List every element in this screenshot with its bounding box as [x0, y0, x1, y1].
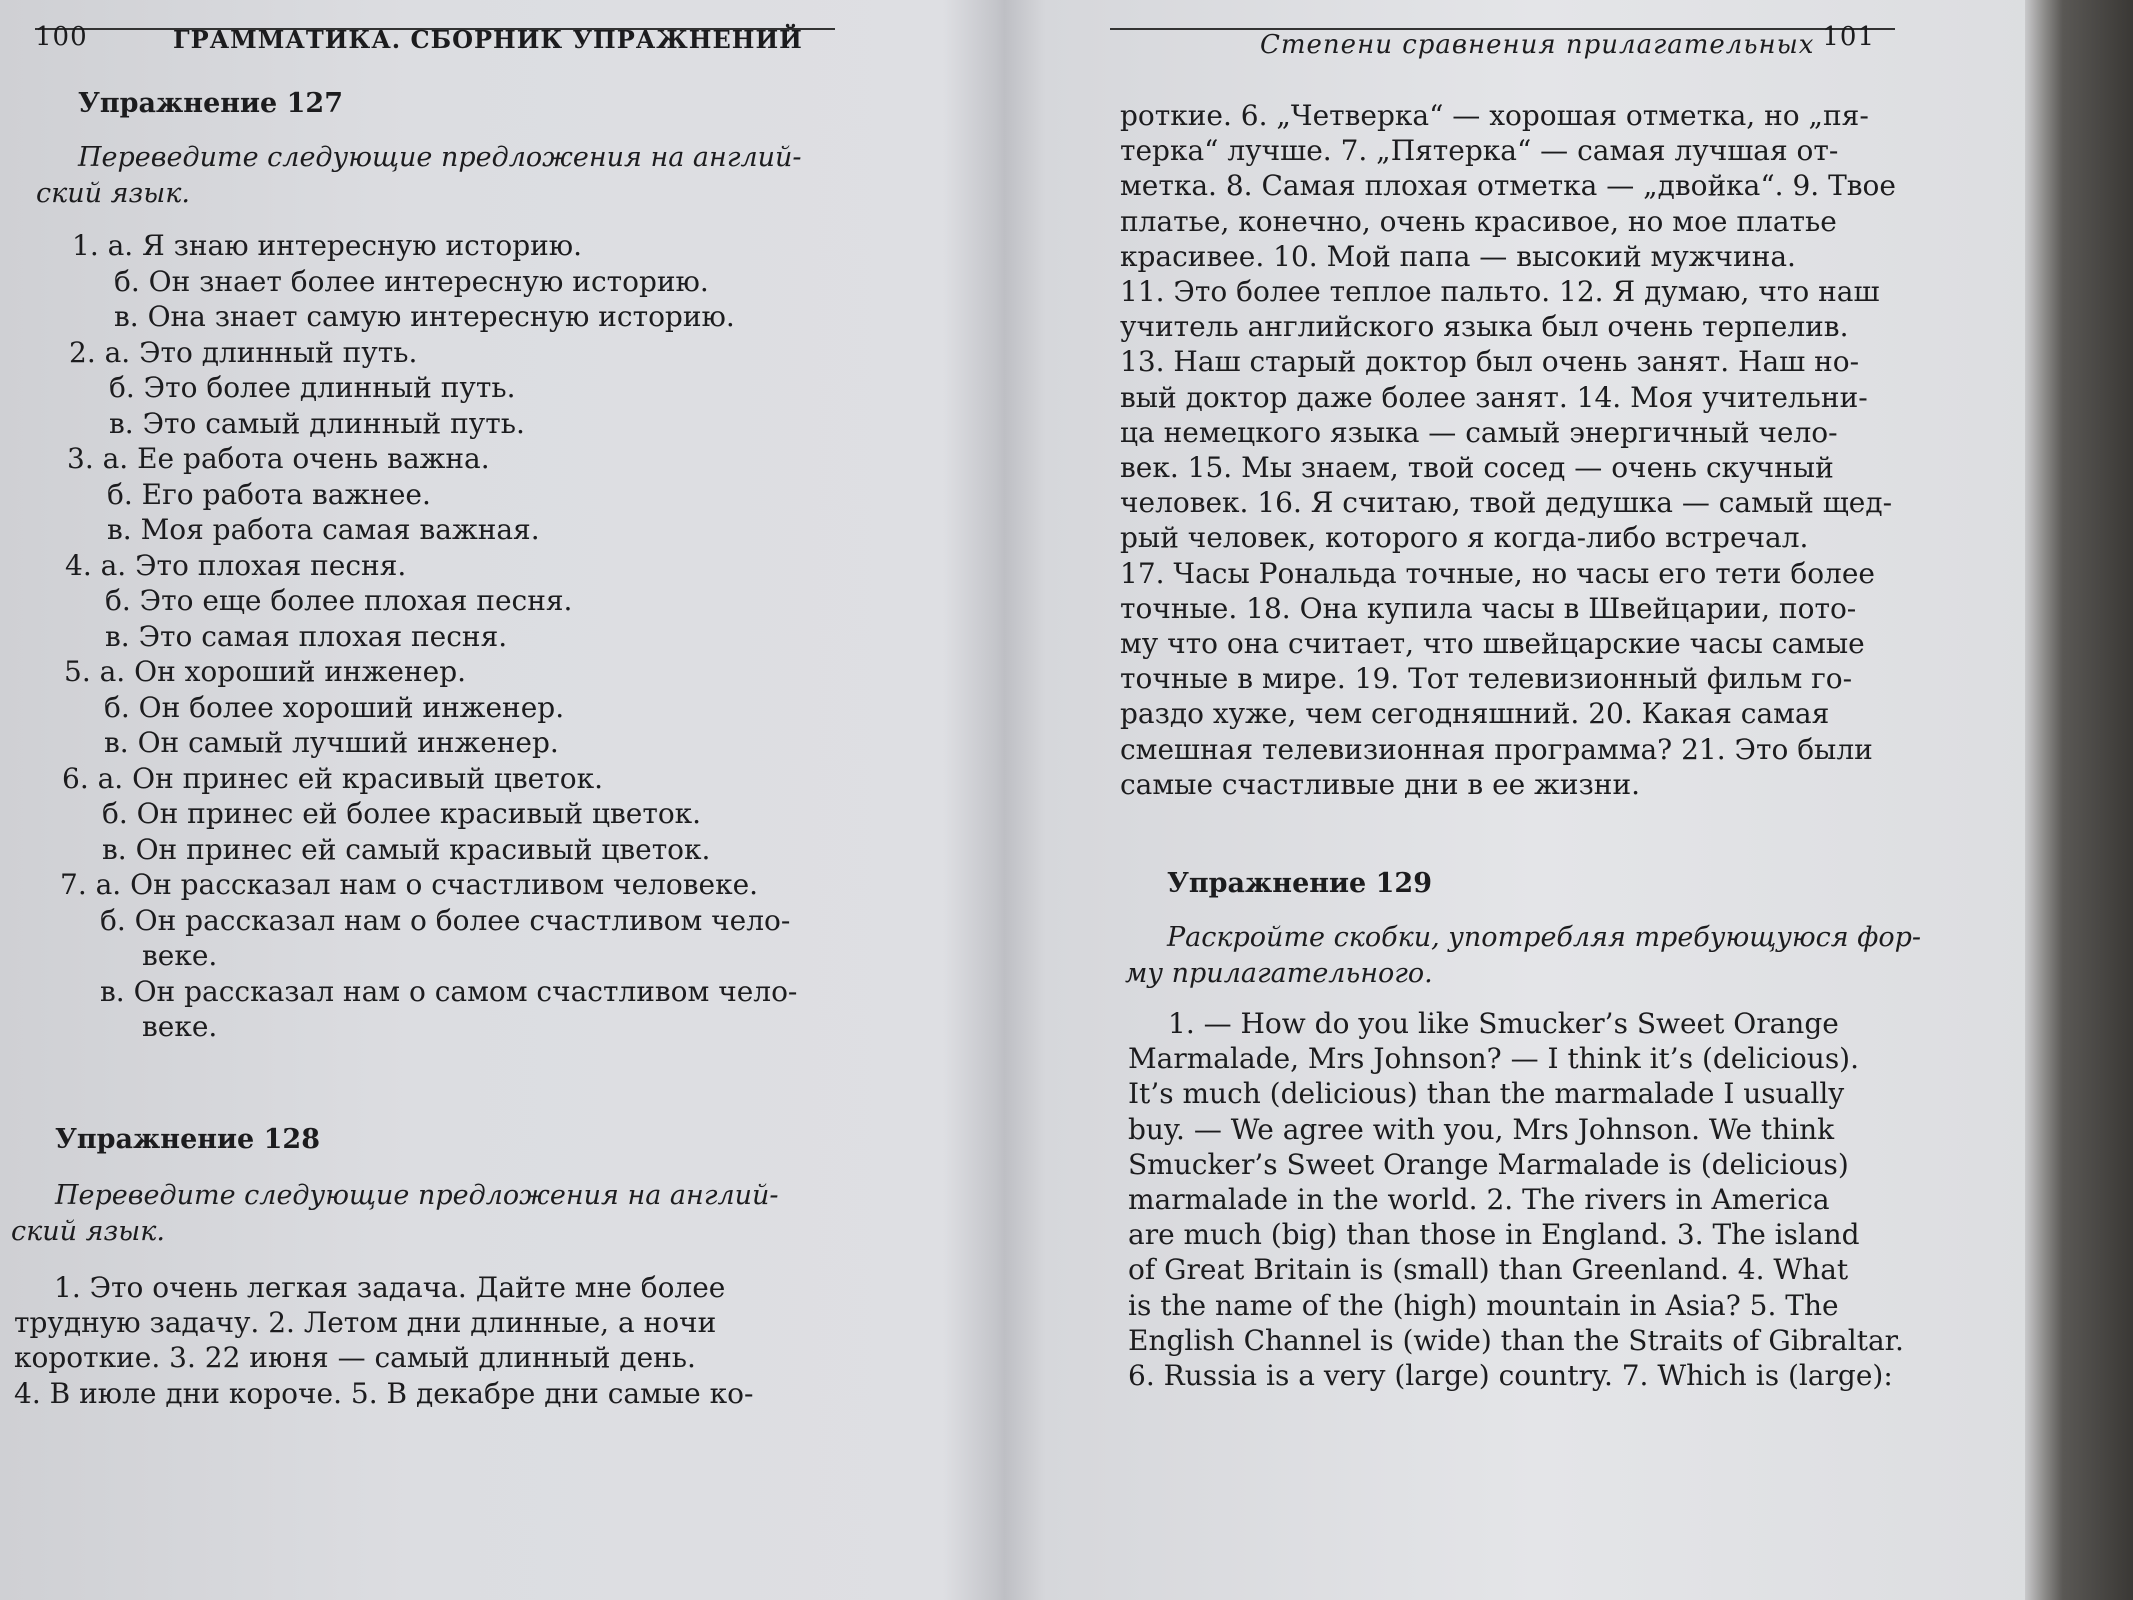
text-line: are much (big) than those in England. 3. The island	[1128, 1218, 1860, 1252]
list-item: в. Он рассказал нам о самом счастливом чело-	[100, 974, 798, 1008]
left-running-title: ГРАММАТИКА. СБОРНИК УПРАЖНЕНИЙ	[173, 25, 803, 54]
text-line: рый человек, которого я когда-либо встречал.	[1120, 521, 1809, 555]
list-item: б. Он знает более интересную историю.	[114, 264, 709, 298]
text-line: точные в мире. 19. Тот телевизионный фильм го-	[1120, 662, 1853, 696]
exercise-127-list	[60, 228, 798, 1045]
list-item: б. Он рассказал нам о более счастливом чело-	[100, 903, 791, 937]
text-line: смешная телевизионная программа? 21. Это были	[1120, 732, 1873, 766]
list-item: 1. а. Я знаю интересную историю.	[72, 229, 583, 262]
text-line: 6. Russia is a very (large) country. 7. Which is (large):	[1128, 1359, 1893, 1393]
exercise-128-instruction	[11, 1178, 915, 1250]
exercise-129-text	[1128, 1006, 1904, 1393]
list-item: б. Это более длинный путь.	[109, 371, 516, 404]
instruction-line: Раскройте скобки, употребляя требующуюся фор-	[1167, 922, 1922, 953]
text-line: платье, конечно, очень красивое, но мое платье	[1120, 204, 1837, 238]
list-item: в. Это самый длинный путь.	[109, 406, 525, 440]
right-running-head	[1110, 22, 1895, 60]
list-item: 6. а. Он принес ей красивый цветок.	[62, 761, 603, 795]
list-item: веке.	[142, 1010, 218, 1043]
list-item: б. Он более хороший инженер.	[104, 690, 565, 724]
exercise-128-continued	[1120, 98, 1896, 802]
text-line: му что она считает, что швейцарские часы самые	[1120, 627, 1865, 661]
text-line: учитель английского языка был очень терпелив.	[1120, 310, 1849, 344]
list-item: б. Его работа важнее.	[107, 477, 431, 511]
text-line: самые счастливые дни в ее жизни.	[1120, 767, 1641, 801]
instruction-line: Переведите следующие предложения на англий-	[78, 142, 802, 173]
list-item: 4. а. Это плохая песня.	[65, 548, 407, 582]
text-line: раздо хуже, чем сегодняшний. 20. Какая самая	[1120, 697, 1830, 731]
instruction-line: ский язык.	[36, 178, 190, 209]
list-item: 7. а. Он рассказал нам о счастливом человеке.	[60, 868, 759, 901]
list-item: в. Он принес ей самый красивый цветок.	[102, 832, 711, 866]
page-edge-shadow	[2025, 0, 2133, 1600]
list-item: 2. а. Это длинный путь.	[69, 335, 418, 369]
text-line: of Great Britain is (small) than Greenland. 4. What	[1128, 1253, 1849, 1287]
list-item: в. Он самый лучший инженер.	[104, 726, 559, 759]
instruction-line: Переведите следующие предложения на англий-	[55, 1180, 779, 1211]
text-line: трудную задачу. 2. Летом дни длинные, а ночи	[14, 1306, 717, 1340]
exercise-128-title: Упражнение 128	[55, 1124, 320, 1155]
text-line: is the name of the (high) mountain in Asia? 5. The	[1128, 1288, 1839, 1322]
text-line: 11. Это более теплое пальто. 12. Я думаю, что наш	[1120, 275, 1880, 309]
text-line: buy. — We agree with you, Mrs Johnson. We think	[1128, 1112, 1835, 1146]
text-line: красивее. 10. Мой папа — высокий мужчина.	[1120, 239, 1796, 273]
list-item: 5. а. Он хороший инженер.	[64, 655, 467, 688]
exercise-129	[1167, 868, 1432, 899]
exercise-127	[78, 88, 343, 119]
right-running-title: Степени сравнения прилагательных	[1260, 30, 1815, 60]
left-running-head	[35, 22, 835, 54]
text-line: Smucker’s Sweet Orange Marmalade is (delicious)	[1128, 1147, 1849, 1181]
text-line: marmalade in the world. 2. The rivers in America	[1128, 1183, 1830, 1217]
text-line: Marmalade, Mrs Johnson? — I think it’s (delicious).	[1128, 1042, 1860, 1076]
left-page	[0, 0, 990, 1560]
text-line: короткие. 3. 22 июня — самый длинный день.	[14, 1341, 696, 1375]
exercise-127-title: Упражнение 127	[78, 88, 343, 119]
list-item: в. Моя работа самая важная.	[107, 513, 540, 546]
instruction-line: ский язык.	[11, 1216, 165, 1247]
text-line: век. 15. Мы знаем, твой сосед — очень скучный	[1120, 451, 1834, 485]
text-line: English Channel is (wide) than the Straits of Gibraltar.	[1128, 1323, 1904, 1357]
instruction-line: му прилагательного.	[1125, 958, 1433, 989]
list-item: б. Он принес ей более красивый цветок.	[102, 797, 702, 830]
left-page-number: 100	[35, 22, 88, 52]
list-item: б. Это еще более плохая песня.	[105, 584, 573, 617]
exercise-129-title: Упражнение 129	[1167, 868, 1432, 899]
text-line: ца немецкого языка — самый энергичный чело-	[1120, 415, 1838, 449]
right-page-number: 101	[1822, 22, 1875, 52]
text-line: 4. В июле дни короче. 5. В декабре дни самые ко-	[14, 1376, 754, 1410]
list-item: 3. а. Ее работа очень важна.	[67, 442, 490, 475]
exercise-127-instruction	[36, 140, 938, 212]
right-page	[1110, 0, 1950, 1560]
text-line: 1. — How do you like Smucker’s Sweet Orange	[1168, 1007, 1839, 1040]
list-item: веке.	[142, 939, 218, 972]
text-line: 13. Наш старый доктор был очень занят. Наш но-	[1120, 345, 1860, 379]
text-line: It’s much (delicious) than the marmalade I usually	[1128, 1077, 1845, 1111]
text-line: терка“ лучше. 7. „Пятерка“ — самая лучшая от-	[1120, 134, 1839, 168]
text-line: 17. Часы Рональда точные, но часы его тети более	[1120, 556, 1875, 590]
text-line: метка. 8. Самая плохая отметка — „двойка“. 9. Твое	[1120, 169, 1896, 203]
text-line: 1. Это очень легкая задача. Дайте мне более	[54, 1271, 726, 1304]
text-line: точные. 18. Она купила часы в Швейцарии, пото-	[1120, 591, 1857, 625]
exercise-128-text	[14, 1270, 753, 1411]
text-line: человек. 16. Я считаю, твой дедушка — самый щед-	[1120, 486, 1893, 520]
text-line: вый доктор даже более занят. 14. Моя учительни-	[1120, 380, 1868, 414]
exercise-128	[55, 1124, 320, 1155]
text-line: роткие. 6. „Четверка“ — хорошая отметка, но „пя-	[1120, 99, 1869, 132]
exercise-129-instruction	[1125, 920, 2027, 992]
list-item: в. Она знает самую интересную историю.	[114, 300, 735, 333]
list-item: в. Это самая плохая песня.	[105, 619, 508, 653]
